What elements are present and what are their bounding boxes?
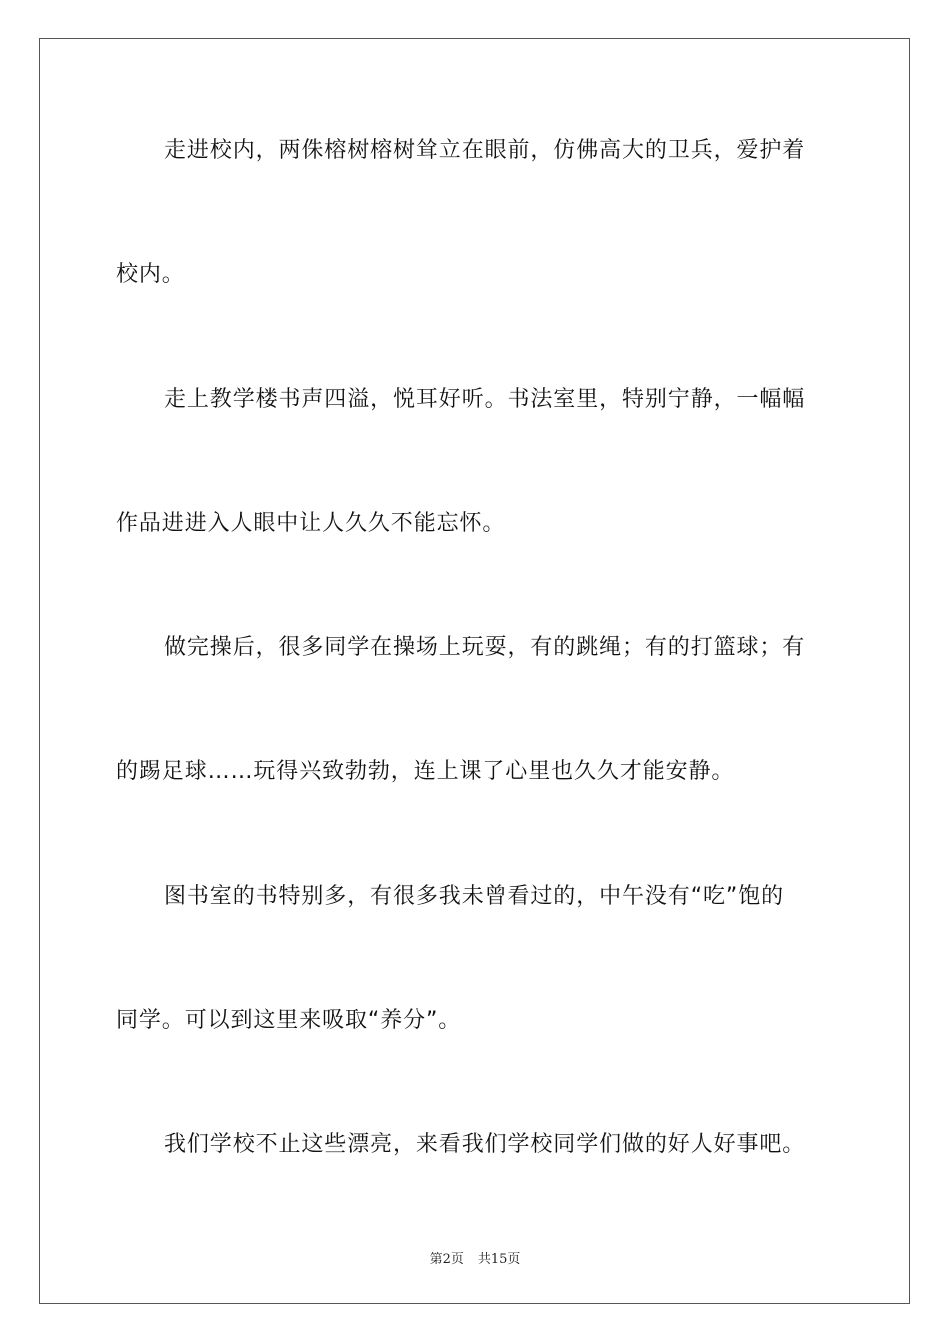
paragraph-line: 的踢足球……玩得兴致勃勃，连上课了心里也久久才能安静。 — [116, 759, 735, 784]
paragraph-line: 做完操后，很多同学在操场上玩耍，有的跳绳；有的打篮球；有 — [164, 635, 806, 660]
paragraph-line: 走进校内，两侏榕树榕树耸立在眼前，仿佛高大的卫兵，爱护着 — [164, 138, 806, 163]
paragraph-line: 我们学校不止这些漂亮，来看我们学校同学们做的好人好事吧。 — [164, 1132, 806, 1157]
page-footer — [0, 1248, 950, 1267]
page-total: 共15页 — [477, 1252, 521, 1267]
page-number: 第2页 — [429, 1252, 464, 1267]
paragraph-line: 作品进进入人眼中让人久久不能忘怀。 — [116, 511, 506, 536]
paragraph-line: 走上教学楼书声四溢，悦耳好听。书法室里，特别宁静，一幅幅 — [164, 387, 806, 412]
page-border — [39, 38, 910, 1304]
paragraph-line: 图书室的书特别多，有很多我未曾看过的，中午没有“吃”饱的 — [164, 884, 784, 909]
paragraph-line: 校内。 — [116, 262, 185, 287]
paragraph-line: 同学。可以到这里来吸取“养分”。 — [116, 1008, 462, 1033]
